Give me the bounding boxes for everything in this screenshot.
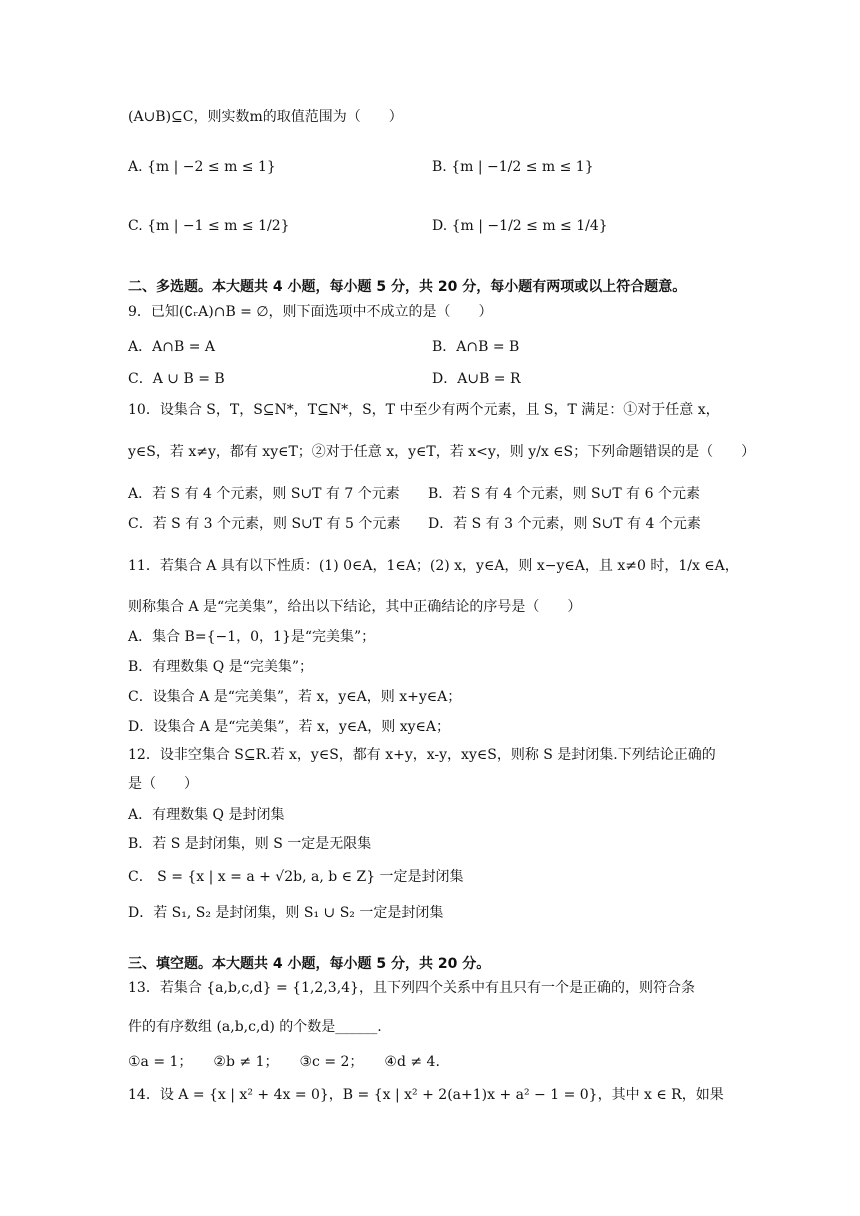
section-3-heading: 三、填空题。本大题共 4 小题，每小题 5 分，共 20 分。	[128, 956, 491, 972]
q13-conditions: ①a = 1； ②b ≠ 1； ③c = 2； ④d ≠ 4.	[128, 1054, 440, 1070]
q10-option-d: D．若 S 有 3 个元素，则 S∪T 有 4 个元素	[428, 516, 701, 532]
q11-stem-line1: 11．若集合 A 具有以下性质：(1) 0∈A，1∈A；(2) x，y∈A，则 x−y∈A，且 x≠0 时，1/x ∈A，	[128, 558, 739, 574]
q12-option-c: C． S = {x | x = a + √2b, a, b ∈ Z} 一定是封闭集	[128, 869, 464, 885]
q9-option-c: C．A ∪ B = B	[128, 371, 225, 387]
q9-option-b: B．A∩B = B	[432, 339, 520, 355]
q8-option-d: D. {m | −1/2 ≤ m ≤ 1/4}	[432, 218, 608, 234]
q8-option-b: B. {m | −1/2 ≤ m ≤ 1}	[432, 159, 594, 175]
q13-stem-line1: 13．若集合 {a,b,c,d} = {1,2,3,4}，且下列四个关系中有且只有一个是正确的，则符合条	[128, 980, 695, 996]
q11-option-c: C．设集合 A 是“完美集”，若 x，y∈A，则 x+y∈A；	[128, 689, 462, 705]
q11-option-b: B．有理数集 Q 是“完美集”；	[128, 659, 313, 675]
q8-stem-continuation: (A∪B)⊆C，则实数m的取值范围为（ ）	[128, 109, 403, 125]
q10-stem-line1: 10．设集合 S，T，S⊆N*，T⊆N*，S，T 中至少有两个元素，且 S，T 满足：①对于任意 x，	[128, 402, 720, 418]
q10-option-b: B．若 S 有 4 个元素，则 S∪T 有 6 个元素	[428, 486, 700, 502]
q12-stem-line2: 是（ ）	[128, 776, 198, 792]
section-2-heading: 二、多选题。本大题共 4 小题，每小题 5 分，共 20 分，每小题有两项或以上符合题意。	[128, 279, 687, 295]
q13-stem-line2: 件的有序数组 (a,b,c,d) 的个数是______.	[128, 1019, 382, 1035]
q9-option-d: D．A∪B = R	[432, 371, 521, 387]
q12-option-d: D．若 S₁, S₂ 是封闭集，则 S₁ ∪ S₂ 一定是封闭集	[128, 905, 444, 921]
q8-option-a: A. {m | −2 ≤ m ≤ 1}	[128, 159, 276, 175]
q11-option-a: A．集合 B={−1，0，1}是“完美集”；	[128, 629, 376, 645]
q9-option-a: A．A∩B = A	[128, 339, 215, 355]
q10-option-c: C．若 S 有 3 个元素，则 S∪T 有 5 个元素	[128, 516, 401, 532]
q12-option-b: B．若 S 是封闭集，则 S 一定是无限集	[128, 836, 372, 852]
q8-option-c: C. {m | −1 ≤ m ≤ 1/2}	[128, 218, 290, 234]
q10-stem-line2: y∈S，若 x≠y，都有 xy∈T；②对于任意 x，y∈T，若 x<y，则 y/x ∈S；下列命题错误的是（ ）	[128, 444, 756, 460]
q14-stem: 14．设 A = {x | x² + 4x = 0}，B = {x | x² + 2(a+1)x + a² − 1 = 0}，其中 x ∈ R，如果	[128, 1087, 724, 1103]
q9-stem: 9．已知(∁ᵣA)∩B = ∅，则下面选项中不成立的是（ ）	[128, 304, 493, 320]
q11-stem-line2: 则称集合 A 是“完美集”，给出以下结论，其中正确结论的序号是（ ）	[128, 599, 582, 615]
q10-option-a: A．若 S 有 4 个元素，则 S∪T 有 7 个元素	[128, 486, 400, 502]
q12-stem-line1: 12．设非空集合 S⊆R.若 x，y∈S，都有 x+y，x-y，xy∈S，则称 S 是封闭集.下列结论正确的	[128, 747, 716, 763]
q11-option-d: D．设集合 A 是“完美集”，若 x，y∈A，则 xy∈A；	[128, 719, 451, 735]
q12-option-a: A．有理数集 Q 是封闭集	[128, 807, 285, 823]
